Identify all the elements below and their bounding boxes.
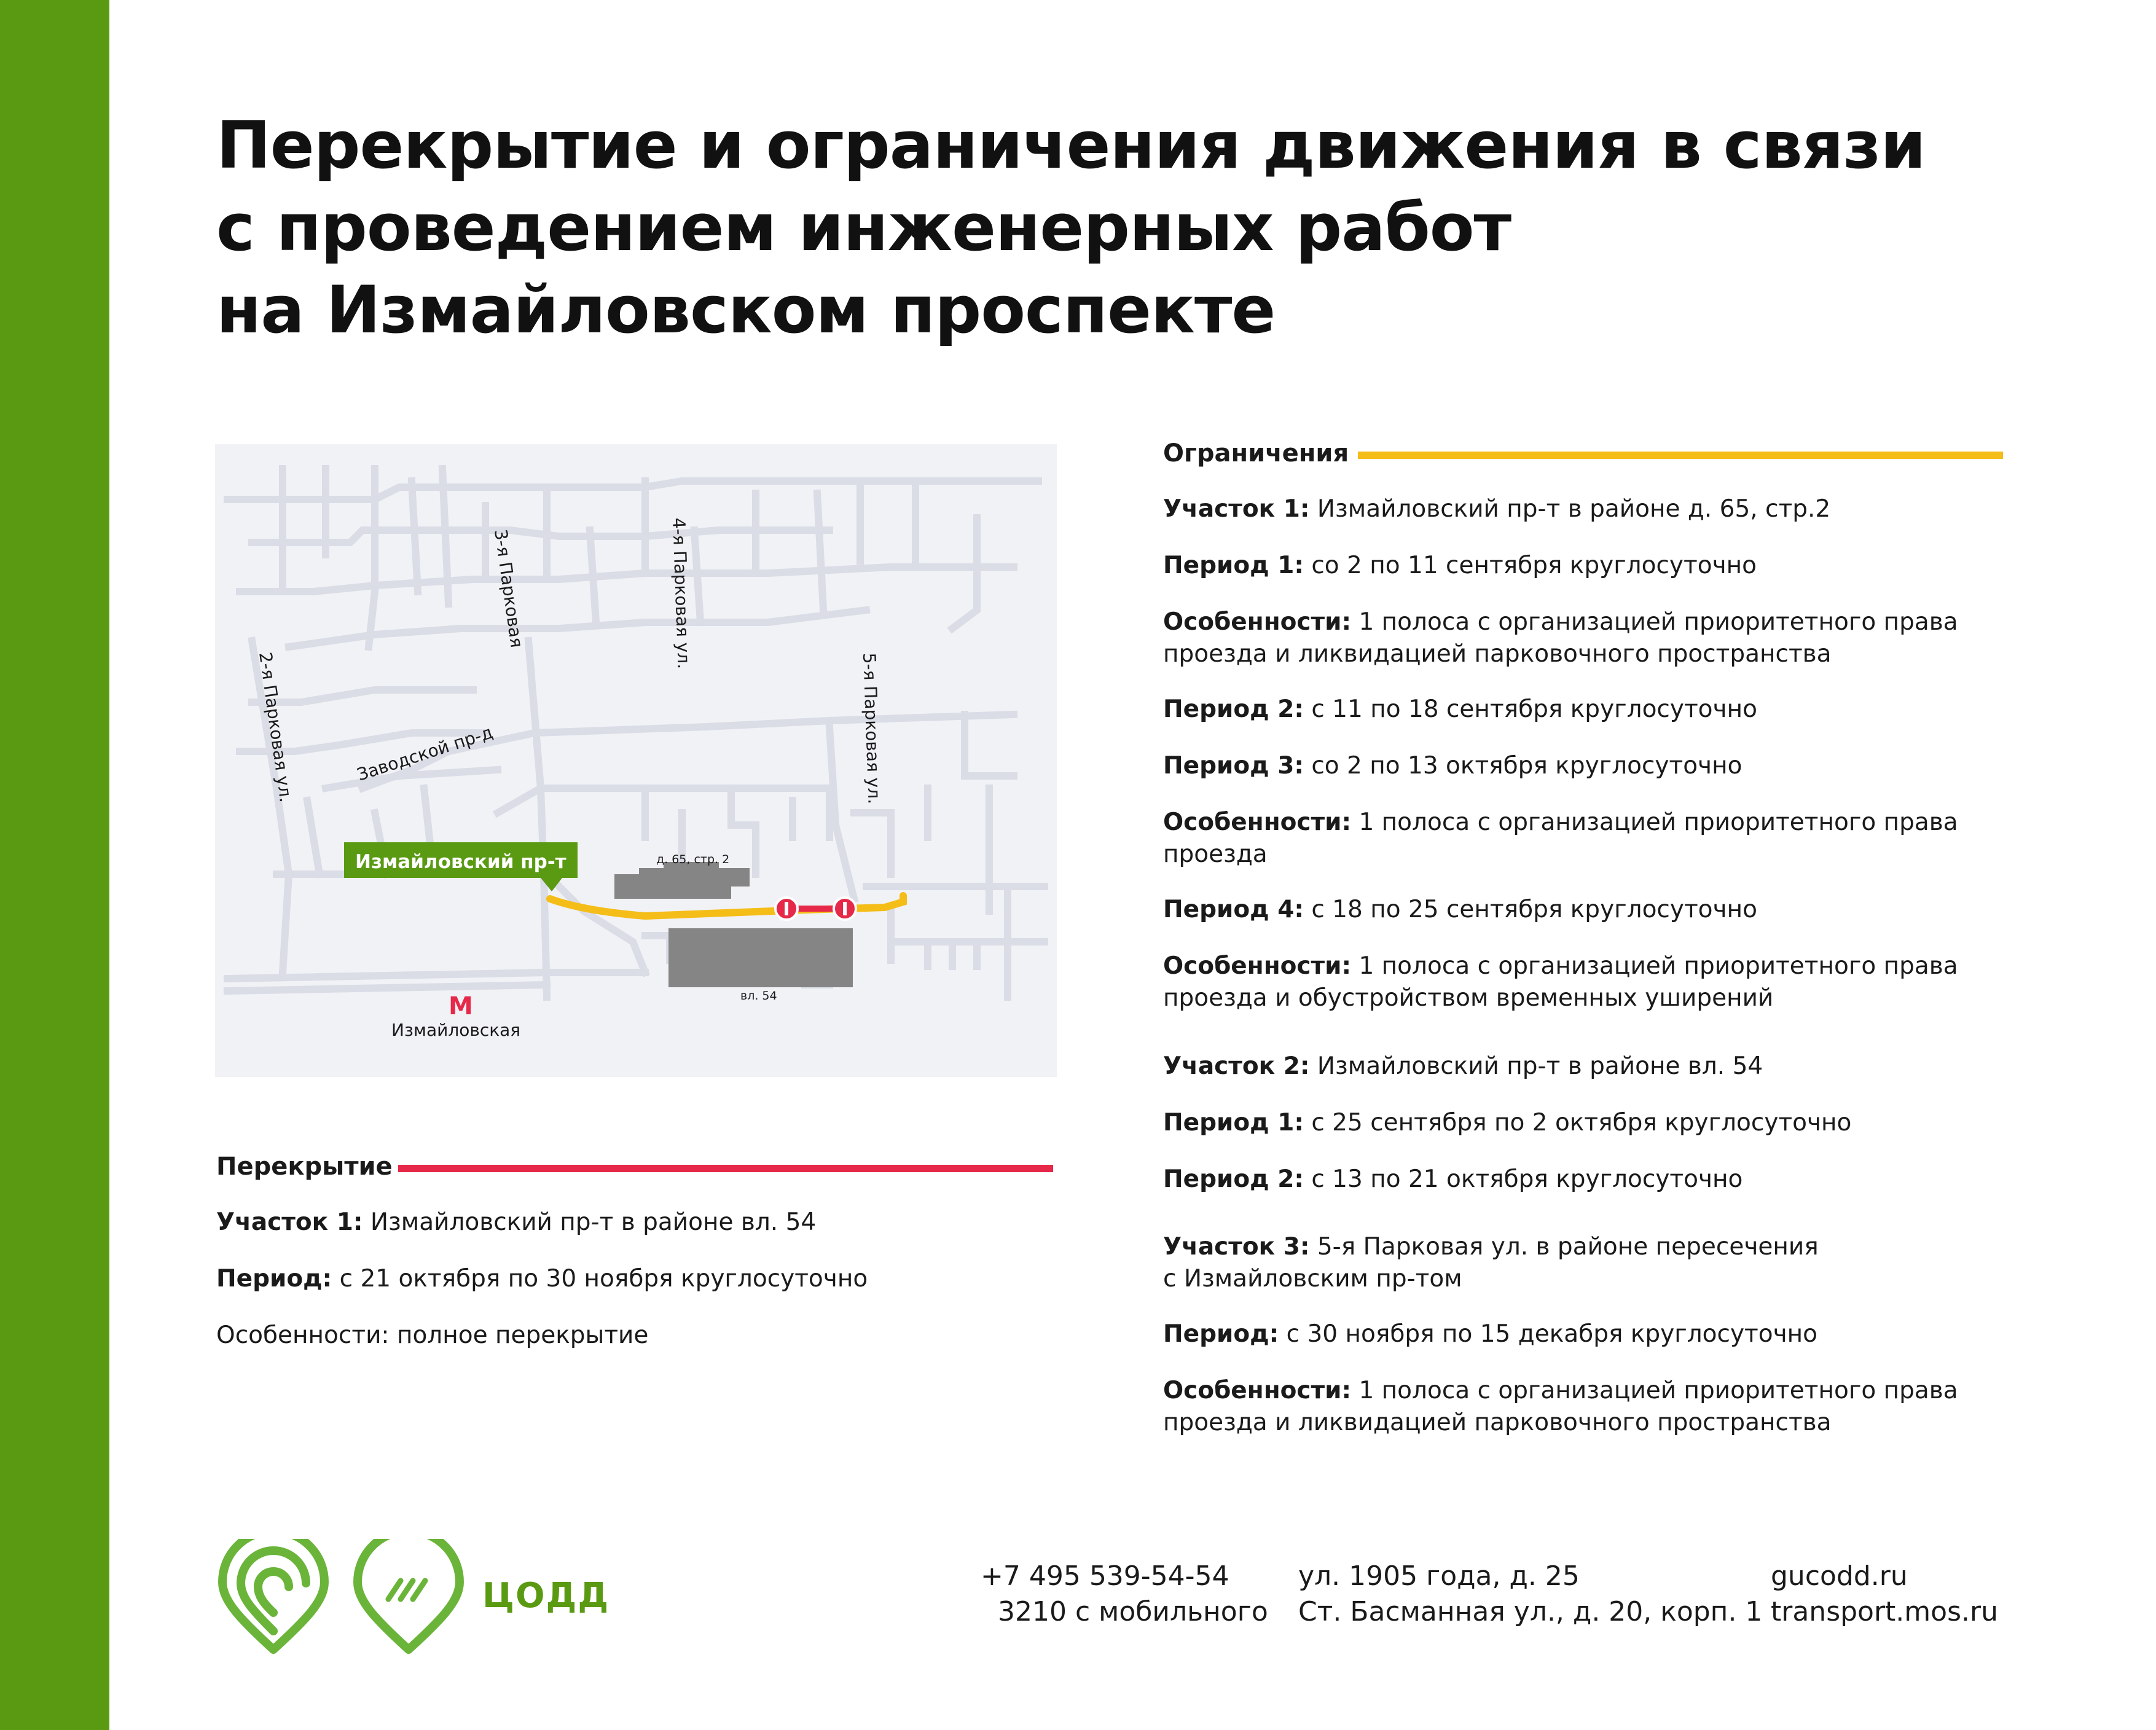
building-label-54: вл. 54: [740, 989, 777, 1003]
restriction-item: Период 2: с 13 по 21 октября круглосуточно: [1163, 1165, 1743, 1193]
buildings: [614, 862, 853, 987]
building-54-shape: [668, 928, 853, 987]
restriction-item: Период 1: со 2 по 11 сентября круглосуточно: [1163, 552, 1757, 579]
street-label-park5: 5-я Парковая ул.: [859, 652, 885, 805]
restriction-item: Период 1: с 25 сентября по 2 октября круглосуточно: [1163, 1109, 1852, 1137]
title-line-1: Перекрытие и ограничения движения в связи: [216, 108, 1926, 183]
closure-legend-line: [398, 1165, 1053, 1172]
codd-logo-icon: [350, 1539, 467, 1656]
restriction-item: Период 2: с 11 по 18 сентября круглосуточно: [1163, 695, 1757, 723]
metro-icon: М: [449, 992, 473, 1020]
closure-marker-left: [775, 898, 798, 920]
metro-station-label: Измайловская: [391, 1020, 521, 1040]
restriction-item: Период: с 30 ноября по 15 декабря круглосуточно: [1163, 1320, 1818, 1348]
restriction-item: Период 4: с 18 по 25 сентября круглосуточно: [1163, 896, 1757, 923]
phone-mobile: 3210 с мобильного: [998, 1596, 1268, 1627]
page-title: [216, 104, 2060, 351]
brand-name: ЦОДД: [482, 1576, 610, 1616]
closure-item: Участок 1: Измайловский пр-т в районе вл. 54: [216, 1208, 817, 1236]
restriction-item: Период 3: со 2 по 13 октября круглосуточно: [1163, 752, 1742, 780]
phone-main[interactable]: +7 495 539-54-54: [981, 1560, 1229, 1592]
closure-marker-right: [834, 898, 856, 920]
street-label-park2: 2-я Парковая ул.: [255, 651, 297, 804]
street-label-park3: 3-я Парковая: [490, 528, 527, 649]
restrictions-legend-line: [1358, 452, 2003, 459]
building-65-shape: [614, 862, 750, 899]
title-line-2: с проведением инженерных работ: [216, 190, 1511, 265]
street-label-zavodskoy: Заводской пр-д: [354, 722, 496, 785]
map-canvas: [215, 444, 1057, 1077]
restriction-item: Особенности: 1 полоса с организацией приоритетного права проезда: [1163, 808, 1958, 868]
closure-item: Период: с 21 октября по 30 ноября круглосуточно: [216, 1265, 868, 1293]
closure-item: Особенности: полное перекрытие: [216, 1321, 649, 1349]
restriction-item: Особенности: 1 полоса с организацией приоритетного права проезда и ликвидацией парковочного пространства: [1163, 1377, 1958, 1436]
site-link-gucodd[interactable]: gucodd.ru: [1771, 1560, 1908, 1592]
address-2: Ст. Басманная ул., д. 20, корп. 1: [1298, 1596, 1763, 1627]
restrictions-heading: Ограничения: [1163, 439, 1349, 468]
map[interactable]: [215, 444, 1057, 1077]
street-label-park4: 4-я Парковая ул.: [668, 517, 694, 670]
prospect-label-text: Измайловский пр-т: [355, 851, 566, 873]
left-accent-bar: [0, 0, 109, 1730]
restriction-item: Особенности: 1 полоса с организацией приоритетного права проезда и ликвидацией парковочного пространства: [1163, 608, 1958, 668]
title-line-3: на Измайловском проспекте: [216, 272, 1276, 348]
restriction-item: Особенности: 1 полоса с организацией приоритетного права проезда и обустройством временных уширений: [1163, 952, 1958, 1012]
restriction-item: Участок 2: Измайловский пр-т в районе вл. 54: [1163, 1052, 1763, 1080]
address-1: ул. 1905 года, д. 25: [1298, 1560, 1580, 1592]
restriction-item: Участок 3: 5-я Парковая ул. в районе пересечения с Измайловским пр-том: [1163, 1233, 1819, 1293]
closure-heading: Перекрытие: [216, 1153, 393, 1181]
building-label-65: д. 65, стр. 2: [656, 853, 730, 866]
restriction-item: Участок 1: Измайловский пр-т в районе д. 65, стр.2: [1163, 495, 1831, 523]
moscow-transport-logo-icon: [215, 1539, 332, 1656]
site-link-transport[interactable]: transport.mos.ru: [1771, 1596, 1998, 1627]
